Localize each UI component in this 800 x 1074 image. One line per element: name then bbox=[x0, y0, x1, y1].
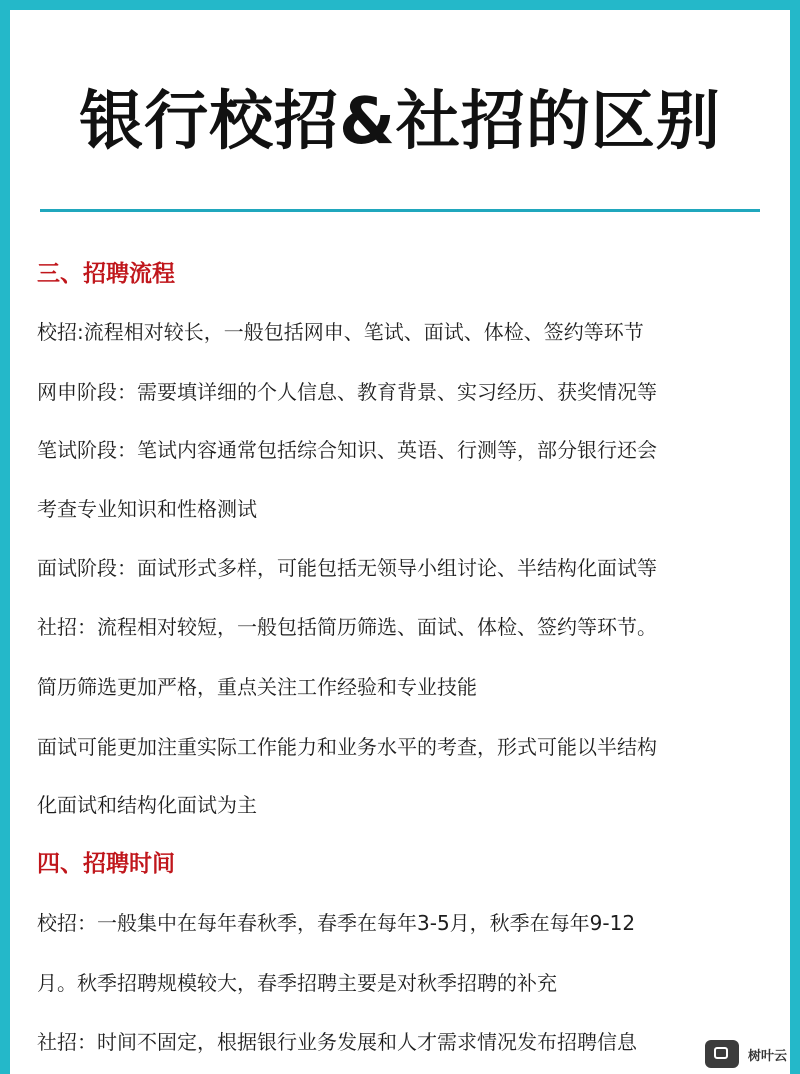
paragraph-line: 校招：一般集中在每年春秋季，春季在每年3-5月，秋季在每年9-12 bbox=[37, 911, 636, 935]
paragraph-line: 社招：时间不固定，根据银行业务发展和人才需求情况发布招聘信息 bbox=[37, 1030, 637, 1054]
paragraph-line: 校招:流程相对较长，一般包括网申、笔试、面试、体检、签约等环节 bbox=[37, 320, 644, 344]
paragraph-line: 化面试和结构化面试为主 bbox=[37, 793, 257, 817]
section-heading-time: 四、招聘时间 bbox=[37, 851, 175, 877]
watermark-text: 树叶云 bbox=[745, 1044, 790, 1065]
watermark bbox=[705, 1040, 790, 1068]
title-divider bbox=[40, 209, 760, 212]
paragraph-line: 网申阶段：需要填详细的个人信息、教育背景、实习经历、获奖情况等 bbox=[37, 380, 657, 404]
paragraph-line: 社招：流程相对较短，一般包括简历筛选、面试、体检、签约等环节。 bbox=[37, 615, 657, 639]
page-title: 银行校招&社招的区别 bbox=[79, 85, 721, 159]
chat-bubble-icon bbox=[705, 1040, 739, 1068]
paragraph-line: 月。秋季招聘规模较大，春季招聘主要是对秋季招聘的补充 bbox=[37, 971, 557, 995]
document-page bbox=[10, 10, 790, 1074]
section-heading-process: 三、招聘流程 bbox=[37, 261, 175, 287]
paragraph-line: 简历筛选更加严格，重点关注工作经验和专业技能 bbox=[37, 675, 477, 699]
paragraph-line: 面试可能更加注重实际工作能力和业务水平的考查，形式可能以半结构 bbox=[37, 735, 657, 759]
paragraph-line: 考查专业知识和性格测试 bbox=[37, 497, 257, 521]
paragraph-line: 面试阶段：面试形式多样，可能包括无领导小组讨论、半结构化面试等 bbox=[37, 556, 657, 580]
paragraph-line: 笔试阶段：笔试内容通常包括综合知识、英语、行测等，部分银行还会 bbox=[37, 438, 657, 462]
